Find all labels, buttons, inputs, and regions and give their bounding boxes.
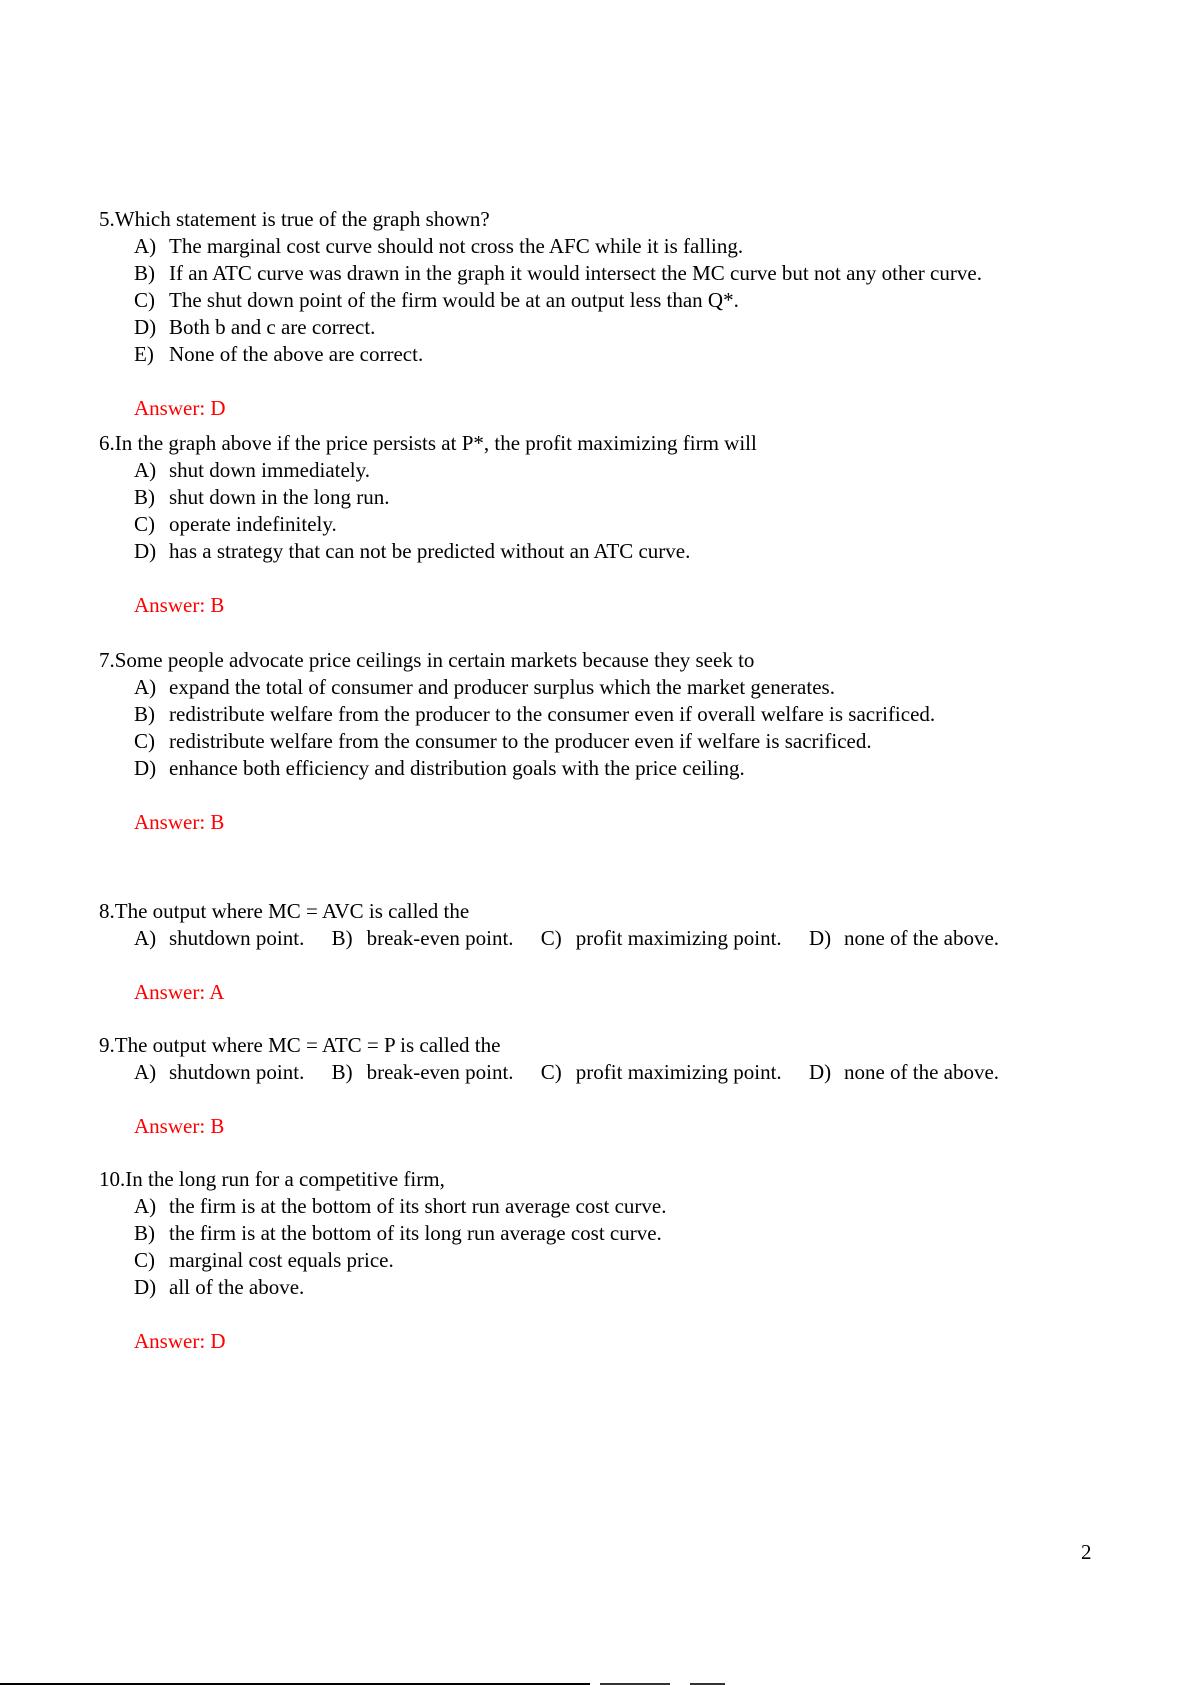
option-text: If an ATC curve was drawn in the graph it would intersect the MC curve but not any other curve.: [169, 261, 982, 285]
option-letter: A): [134, 675, 157, 699]
option-text: expand the total of consumer and producer surplus which the market generates.: [169, 675, 835, 699]
option-letter: C): [134, 512, 155, 536]
answer-key: Answer: B: [134, 593, 225, 617]
option-a: [134, 674, 935, 701]
option-letter: A): [134, 1194, 157, 1218]
option-d: [134, 1274, 666, 1301]
question-9: [99, 1032, 999, 1140]
option-letter: D): [134, 539, 157, 563]
option-text: shutdown point.: [169, 926, 305, 950]
option-list: [134, 674, 935, 782]
option-text: none of the above.: [843, 1060, 1000, 1084]
option-a: [134, 1193, 666, 1220]
option-list: [134, 1059, 999, 1086]
question-8: [99, 898, 999, 1006]
option-text: Both b and c are correct.: [169, 315, 376, 339]
option-text: operate indefinitely.: [169, 512, 337, 536]
option-letter: D): [134, 756, 157, 780]
option-letter: B): [134, 1221, 155, 1245]
option-text: The marginal cost curve should not cross the AFC while it is falling.: [169, 234, 744, 258]
answer-key: Answer: A: [134, 980, 225, 1004]
question-6: [99, 430, 757, 619]
question-stem: 8.The output where MC = AVC is called the: [99, 899, 470, 923]
option-list: [134, 925, 999, 952]
option-letter: C): [134, 1248, 155, 1272]
option-e: [134, 341, 982, 368]
option-text: break-even point.: [366, 926, 514, 950]
option-a: [134, 925, 304, 952]
answer-key: Answer: D: [134, 1329, 226, 1353]
question-stem: 9.The output where MC = ATC = P is called the: [99, 1033, 501, 1057]
option-text: none of the above.: [843, 926, 1000, 950]
option-letter: A): [134, 234, 157, 258]
answer-key: Answer: B: [134, 1114, 225, 1138]
question-stem: 10.In the long run for a competitive firm,: [99, 1167, 445, 1191]
option-letter: A): [134, 1060, 157, 1084]
option-b: [332, 1059, 514, 1086]
option-text: profit maximizing point.: [575, 1060, 782, 1084]
option-c: [541, 1059, 782, 1086]
option-c: [134, 1247, 666, 1274]
option-text: The shut down point of the firm would be at an output less than Q*.: [169, 288, 739, 312]
option-letter: B): [134, 702, 155, 726]
option-letter: D): [808, 926, 832, 950]
option-c: [134, 728, 935, 755]
option-letter: D): [134, 315, 157, 339]
option-letter: A): [134, 926, 157, 950]
option-text: shutdown point.: [169, 1060, 305, 1084]
option-text: redistribute welfare from the producer to the consumer even if overall welfare is sacrificed.: [169, 702, 936, 726]
option-letter: C): [540, 926, 562, 950]
option-c: [134, 287, 982, 314]
option-d: [134, 314, 982, 341]
option-a: [134, 1059, 304, 1086]
option-text: has a strategy that can not be predicted without an ATC curve.: [169, 539, 691, 563]
question-stem: 5.Which statement is true of the graph shown?: [99, 207, 490, 231]
option-d: [134, 538, 757, 565]
option-c: [541, 925, 782, 952]
question-stem: 7.Some people advocate price ceilings in certain markets because they seek to: [99, 648, 755, 672]
question-10: [99, 1166, 666, 1355]
option-letter: A): [134, 458, 157, 482]
question-7: [99, 647, 935, 836]
option-letter: C): [134, 729, 155, 753]
option-a: [134, 457, 757, 484]
option-text: the firm is at the bottom of its long run average cost curve.: [169, 1221, 662, 1245]
answer-key: Answer: D: [134, 396, 226, 420]
option-text: break-even point.: [366, 1060, 514, 1084]
option-text: marginal cost equals price.: [169, 1248, 394, 1272]
question-stem: 6.In the graph above if the price persists at P*, the profit maximizing firm will: [99, 431, 757, 455]
option-d: [134, 755, 935, 782]
option-text: the firm is at the bottom of its short run average cost curve.: [169, 1194, 667, 1218]
option-b: [134, 260, 982, 287]
option-letter: B): [134, 261, 155, 285]
option-text: None of the above are correct.: [169, 342, 424, 366]
option-d: [809, 1059, 999, 1086]
option-list: [134, 457, 757, 565]
option-b: [134, 701, 935, 728]
option-list: [134, 233, 982, 368]
option-c: [134, 511, 757, 538]
option-letter: C): [134, 288, 155, 312]
option-text: all of the above.: [169, 1275, 305, 1299]
option-d: [809, 925, 999, 952]
option-text: redistribute welfare from the consumer to the producer even if welfare is sacrificed.: [169, 729, 872, 753]
option-list: [134, 1193, 666, 1301]
answer-key: Answer: B: [134, 810, 225, 834]
option-b: [332, 925, 514, 952]
option-letter: D): [134, 1275, 157, 1299]
option-text: profit maximizing point.: [575, 926, 782, 950]
option-a: [134, 233, 982, 260]
page-number: 2: [1081, 1540, 1092, 1564]
option-b: [134, 1220, 666, 1247]
option-b: [134, 484, 757, 511]
option-letter: D): [808, 1060, 832, 1084]
option-text: enhance both efficiency and distribution goals with the price ceiling.: [169, 756, 745, 780]
option-text: shut down immediately.: [169, 458, 371, 482]
option-text: shut down in the long run.: [169, 485, 390, 509]
option-letter: B): [134, 485, 155, 509]
option-letter: B): [331, 926, 353, 950]
question-5: [99, 206, 982, 422]
option-letter: E): [134, 342, 154, 366]
option-letter: C): [540, 1060, 562, 1084]
option-letter: B): [331, 1060, 353, 1084]
